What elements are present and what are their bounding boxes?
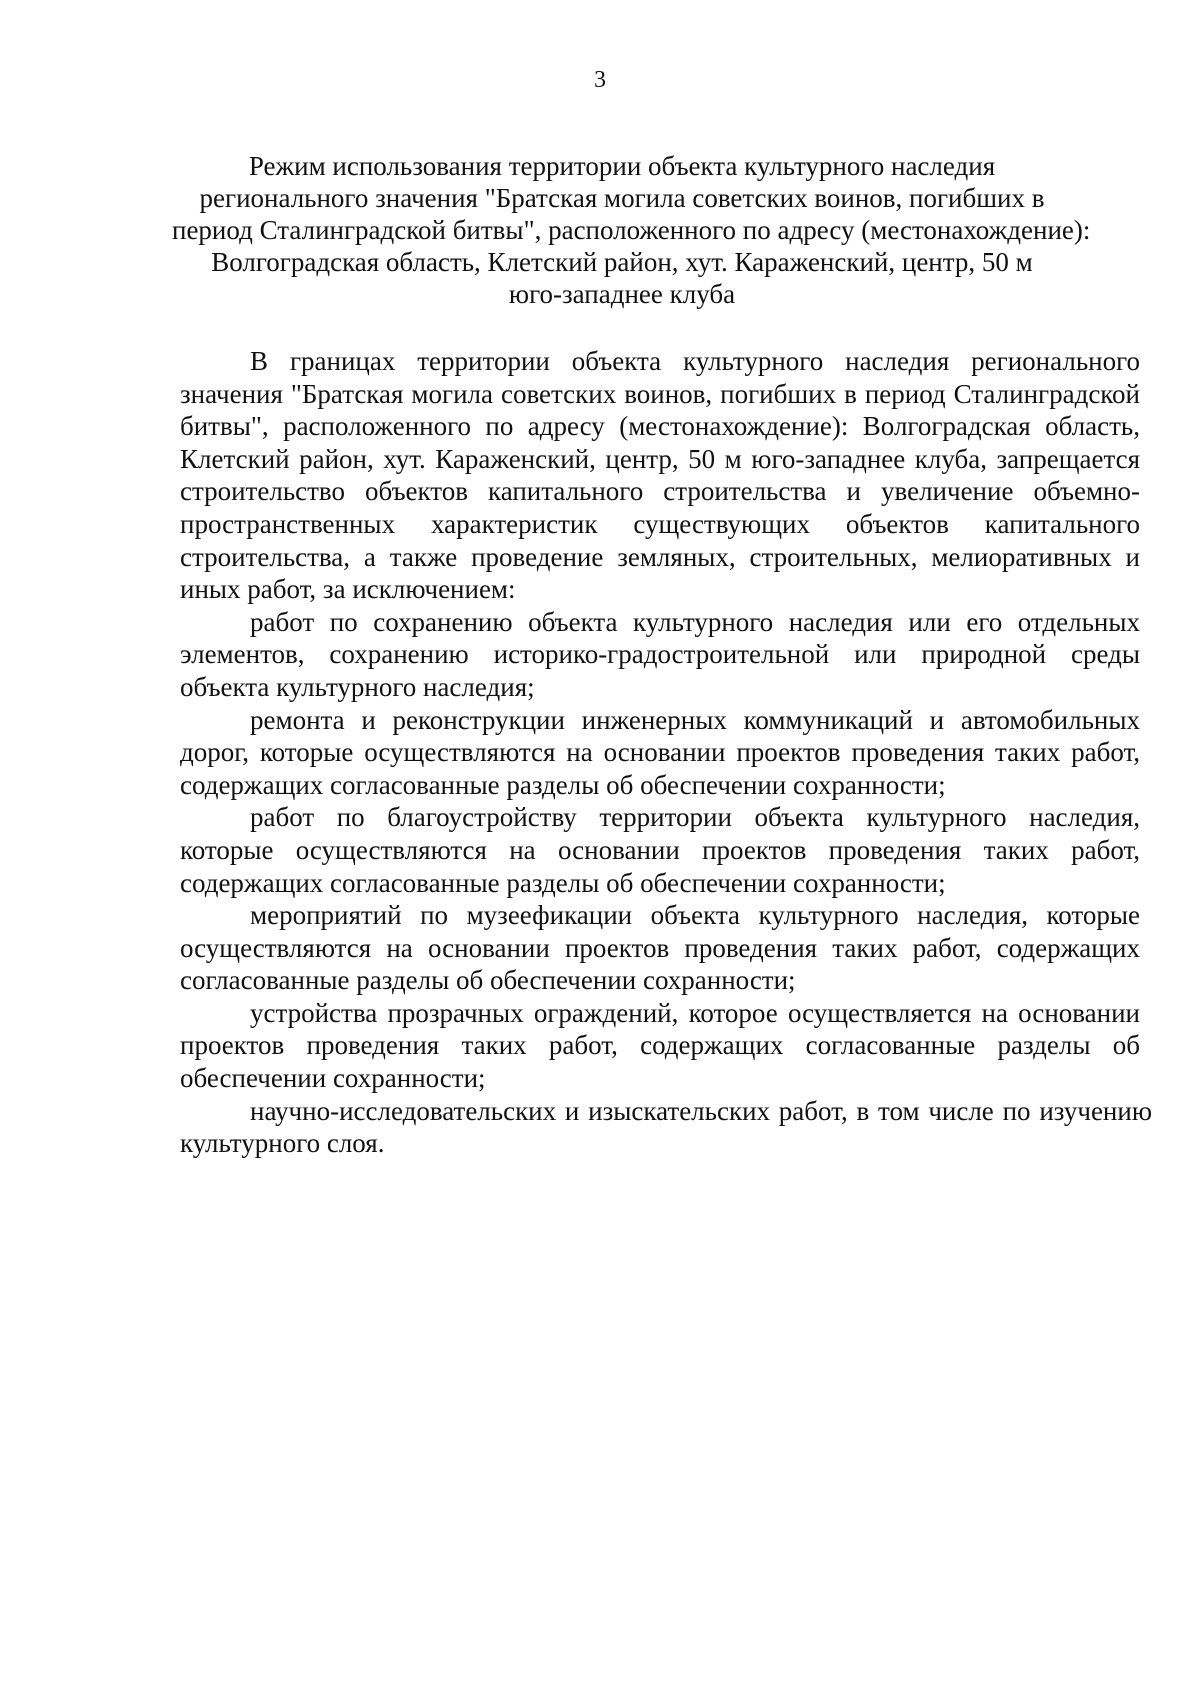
- paragraph-exception-research: научно-исследовательских и изыскательских работ, в том числе по изучению культурного слоя.: [180, 1095, 1152, 1159]
- paragraph-exception-preservation: работ по сохранению объекта культурного наследия или его отдельных элементов, сохранению историко-градостроительной или природной среды объекта культурного наследия;: [180, 606, 1140, 702]
- paragraph-exception-museum: мероприятий по музеефикации объекта культурного наследия, которые осуществляются на основании проектов проведения таких работ, содержащих согласованные разделы об обеспечении сохранности;: [180, 900, 1140, 996]
- paragraph-exception-landscaping: работ по благоустройству территории объекта культурного наследия, которые осуществляются на основании проектов проведения таких работ, содержащих согласованные разделы об обеспечении сохранности;: [180, 802, 1140, 898]
- document-body: [180, 345, 1152, 1160]
- paragraph-exception-utilities: ремонта и реконструкции инженерных коммуникаций и автомобильных дорог, которые осуществляются на основании проектов проведения таких работ, содержащих согласованные разделы об обеспечении сохранности;: [180, 704, 1140, 800]
- title-line: Волгоградская область, Клетский район, хут. Караженский, центр, 50 м: [211, 247, 1033, 277]
- document-title: [172, 150, 1091, 310]
- title-line: регионального значения "Братская могила советских воинов, погибших в: [199, 183, 1045, 213]
- title-line: период Сталинградской битвы", расположенного по адресу (местонахождение):: [172, 215, 1091, 245]
- paragraph-restrictions: В границах территории объекта культурного наследия регионального значения "Братская могила советских воинов, погибших в период Сталинградской битвы", расположенного по адресу (местонахождение): Волгоградская область, Клетский район, хут. Караженский, центр, 50 м юго-западнее клуба, запрещается строительство объектов капитального строительства и увеличение объемно-пространственных характеристик существующих объектов капитального строительства, а также проведение земляных, строительных, мелиоративных и иных работ, за исключением:: [180, 346, 1140, 605]
- paragraph-exception-fences: устройства прозрачных ограждений, которое осуществляется на основании проектов проведения таких работ, содержащих согласованные разделы об обеспечении сохранности;: [180, 997, 1140, 1094]
- title-line: юго-западнее клуба: [508, 279, 736, 309]
- title-line: Режим использования территории объекта культурного наследия: [248, 151, 996, 181]
- page-number: 3: [594, 67, 606, 93]
